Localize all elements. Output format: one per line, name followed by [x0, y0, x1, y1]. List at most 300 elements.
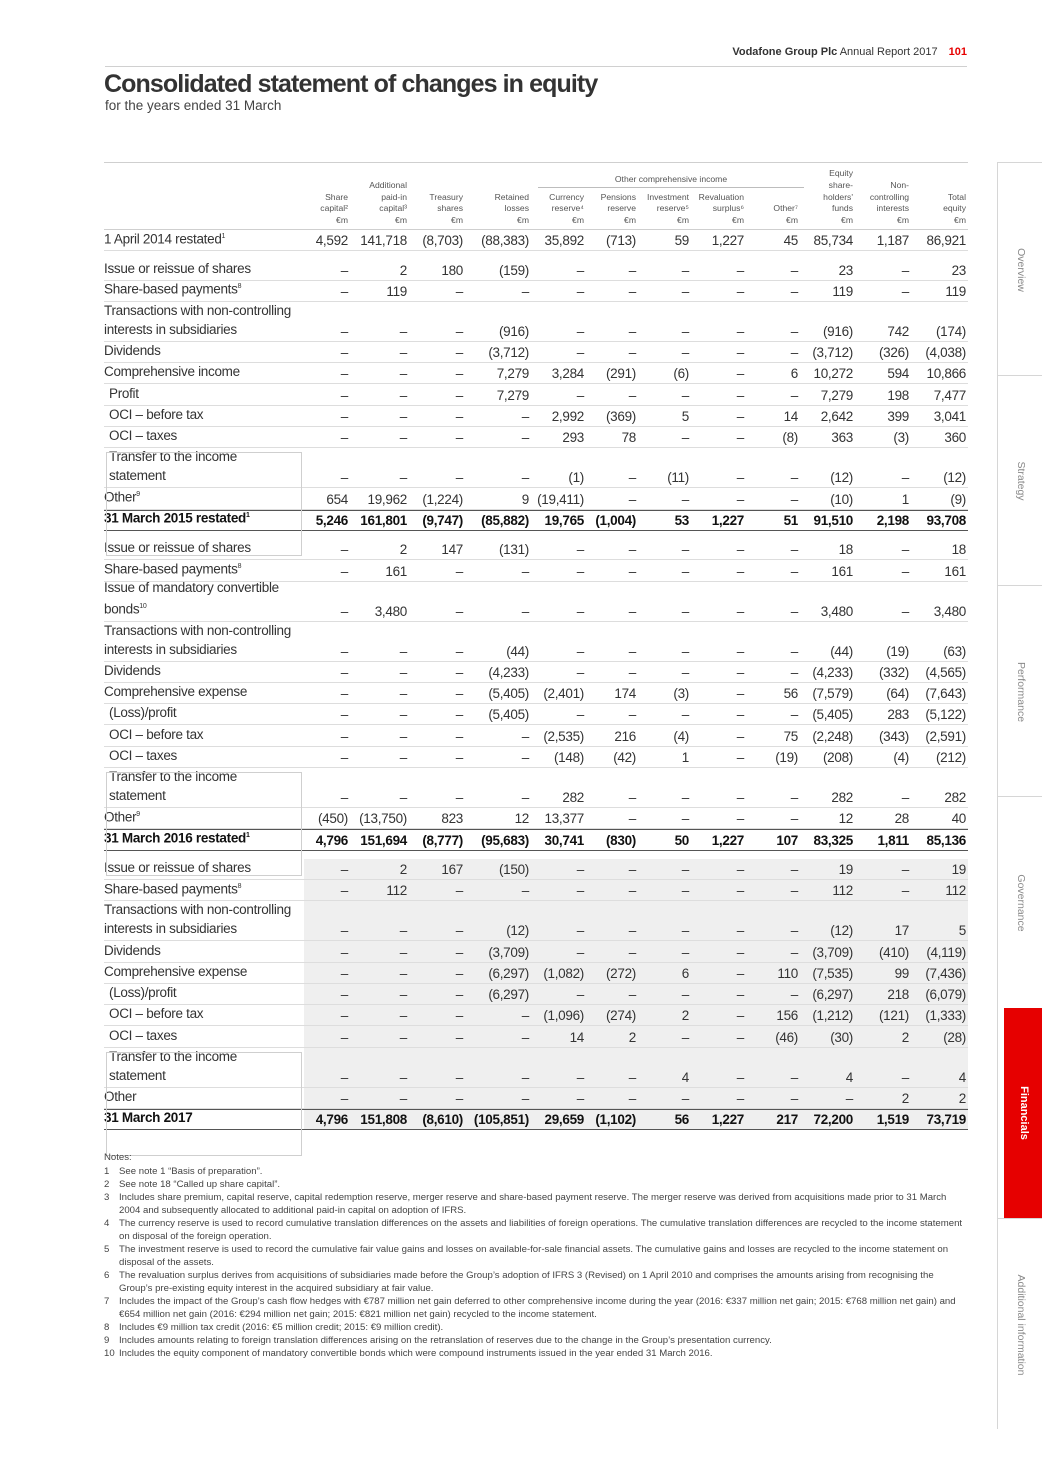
cell-value: (8,610) — [422, 1112, 463, 1128]
cell-value: – — [340, 542, 348, 558]
cell-value: – — [628, 1069, 636, 1085]
note-item — [104, 1347, 964, 1360]
row-label — [104, 941, 161, 960]
cell-value: – — [399, 1091, 407, 1107]
cell-value: – — [681, 944, 689, 960]
cell-value: – — [790, 664, 798, 680]
cell-value: 18 — [838, 542, 853, 558]
cell-value: – — [901, 603, 909, 619]
cell-value: – — [340, 387, 348, 403]
cell-value: – — [736, 965, 744, 981]
cell-value: – — [455, 944, 463, 960]
table-row — [104, 1005, 968, 1026]
cell-value: (3) — [893, 430, 909, 446]
cell-value: 399 — [887, 409, 909, 425]
cell-value: 73,719 — [926, 1112, 966, 1128]
table-header — [104, 162, 968, 230]
row-label-line: statement — [109, 1067, 166, 1083]
cell-value: 12 — [514, 811, 529, 827]
cell-value: (8,777) — [422, 832, 463, 848]
cell-value: – — [340, 728, 348, 744]
cell-value: – — [455, 707, 463, 723]
cell-value: – — [521, 1029, 529, 1045]
cell-value: – — [340, 707, 348, 723]
cell-value: – — [736, 1008, 744, 1024]
cell-value: – — [736, 409, 744, 425]
row-label — [109, 1047, 237, 1085]
cell-value: – — [576, 643, 584, 659]
cell-value: (88,383) — [481, 233, 529, 249]
cell-value: – — [628, 944, 636, 960]
cell-value: 161 — [944, 563, 966, 579]
cell-value: 119 — [832, 283, 853, 299]
cell-value: (7,436) — [925, 965, 966, 981]
cell-value: – — [790, 923, 798, 939]
cell-value: – — [576, 1091, 584, 1107]
cell-value: (28) — [943, 1029, 966, 1045]
column-header: Non- controlling interests €m — [869, 179, 909, 226]
cell-value: – — [901, 790, 909, 806]
cell-value: – — [790, 345, 798, 361]
row-label — [104, 578, 279, 619]
row-label — [109, 426, 177, 445]
row-label-line: Dividends — [104, 942, 161, 958]
cell-value: 2 — [399, 542, 407, 558]
cell-value: – — [340, 750, 348, 766]
cell-value: – — [736, 883, 744, 899]
cell-value: – — [736, 728, 744, 744]
cell-value: – — [576, 262, 584, 278]
row-label — [104, 877, 241, 899]
column-header: Pensions reserve €m — [600, 191, 636, 226]
cell-value: (44) — [830, 643, 853, 659]
cell-value: – — [736, 262, 744, 278]
row-label-line: Share-based payments — [104, 281, 238, 297]
page-number: 101 — [948, 46, 967, 58]
table-row — [104, 342, 968, 363]
table-row — [104, 622, 968, 662]
cell-value: (916) — [498, 323, 529, 339]
cell-value: 2,198 — [876, 512, 909, 528]
note-number: 6 — [104, 1270, 110, 1281]
note-text: The revaluation surplus derives from acquisitions of subsidiaries made before the Group’s adoption of IFRS 3 (Revised) on 1 April 2010 and comprises the amounts arising from recognising the Group’s pre-existing equity interest in the acquired subsidiary at fair value. — [119, 1270, 934, 1294]
cell-value: – — [399, 387, 407, 403]
cell-value: (4,119) — [926, 944, 966, 960]
cell-value: 5,246 — [315, 512, 348, 528]
cell-value: – — [681, 323, 689, 339]
table-row — [104, 281, 968, 302]
cell-value: (64) — [886, 686, 909, 702]
row-label — [109, 983, 176, 1002]
column-header: Total equity €m — [943, 191, 966, 226]
cell-value: – — [576, 861, 584, 877]
table-row — [104, 230, 968, 251]
tab-additional-information[interactable] — [998, 1218, 1042, 1430]
cell-value: – — [628, 491, 636, 507]
cell-value: – — [790, 491, 798, 507]
cell-value: – — [340, 664, 348, 680]
cell-value: (3,709) — [488, 944, 529, 960]
cell-value: 151,694 — [360, 832, 407, 848]
cell-value: 293 — [562, 430, 584, 446]
table-row — [104, 704, 968, 725]
cell-value: – — [790, 811, 798, 827]
cell-value: (12) — [943, 470, 966, 486]
row-label — [109, 447, 237, 485]
cell-value: (4,565) — [925, 664, 966, 680]
cell-value: 50 — [674, 832, 689, 848]
tab-overview[interactable] — [998, 162, 1042, 376]
cell-value: – — [628, 987, 636, 1003]
cell-value: (450) — [317, 811, 348, 827]
row-label — [104, 1087, 136, 1106]
cell-value: – — [681, 262, 689, 278]
cell-value: – — [521, 603, 529, 619]
row-label — [104, 805, 140, 827]
cell-value: – — [576, 345, 584, 361]
cell-value: – — [399, 1029, 407, 1045]
note-text: Includes share premium, capital reserve, capital redemption reserve, merger reserve and share-based payment reserve. The merger reserve was derived from acquisitions made prior to 31 March 2004 and subsequently allocated to additional paid-in capital on adoption of IFRS. — [119, 1192, 947, 1216]
cell-value: (8) — [782, 430, 798, 446]
cell-value: (5,405) — [488, 707, 529, 723]
cell-value: (291) — [605, 366, 636, 382]
note-number: 4 — [104, 1218, 110, 1229]
row-label — [104, 485, 140, 507]
row-label — [104, 858, 251, 877]
row-label — [104, 1108, 192, 1127]
cell-value: – — [736, 811, 744, 827]
row-label-line: statement — [109, 468, 166, 484]
cell-value: – — [399, 470, 407, 486]
cell-value: 75 — [783, 728, 798, 744]
cell-value: – — [455, 1029, 463, 1045]
row-label — [109, 746, 177, 765]
row-label-line: 31 March 2017 — [104, 1110, 193, 1126]
cell-value: – — [736, 491, 744, 507]
cell-value: 2 — [399, 861, 407, 877]
table-row — [104, 1026, 968, 1047]
cell-value: – — [455, 1069, 463, 1085]
cell-value: 85,734 — [813, 233, 853, 249]
cell-value: – — [628, 470, 636, 486]
cell-value: – — [628, 542, 636, 558]
note-number: 7 — [104, 1296, 110, 1307]
cell-value: 217 — [776, 1112, 798, 1128]
cell-value: – — [628, 790, 636, 806]
table-row — [104, 880, 968, 901]
cell-value: (3,712) — [812, 345, 853, 361]
cell-value: – — [455, 750, 463, 766]
cell-value: 2 — [901, 1091, 909, 1107]
company-name: Vodafone Group Plc — [732, 46, 838, 58]
cell-value: – — [340, 1069, 348, 1085]
cell-value: 14 — [783, 409, 798, 425]
cell-value: – — [399, 1008, 407, 1024]
cell-value: – — [340, 1029, 348, 1045]
row-label-line: Transfer to the income — [109, 1048, 237, 1064]
cell-value: (1) — [568, 470, 584, 486]
cell-value: – — [736, 283, 744, 299]
cell-value: 198 — [887, 387, 909, 403]
cell-value: (11) — [667, 470, 689, 486]
cell-value: – — [790, 790, 798, 806]
cell-value: – — [901, 563, 909, 579]
cell-value: (6,079) — [925, 987, 966, 1003]
cell-value: – — [628, 1091, 636, 1107]
cell-value: – — [399, 664, 407, 680]
cell-value: – — [628, 883, 636, 899]
cell-value: 216 — [614, 728, 636, 744]
cell-value: 112 — [945, 883, 966, 899]
cell-value: – — [399, 1069, 407, 1085]
cell-value: – — [576, 664, 584, 680]
cell-value: 30,741 — [544, 832, 584, 848]
row-label-line: Share-based payments — [104, 881, 238, 897]
tab-governance[interactable] — [998, 796, 1042, 1009]
footnote-ref: 9 — [136, 491, 140, 499]
cell-value: 6 — [790, 366, 798, 382]
cell-value: 283 — [887, 707, 909, 723]
cell-value: 29,659 — [544, 1112, 584, 1128]
row-label-line: Comprehensive income — [104, 364, 240, 380]
cell-value: 4 — [681, 1069, 689, 1085]
oci-group-header: Other comprehensive income — [538, 174, 804, 188]
cell-value: 112 — [832, 883, 853, 899]
cell-value: (1,333) — [925, 1008, 966, 1024]
cell-value: – — [628, 643, 636, 659]
table-body — [104, 230, 968, 1130]
cell-value: (19) — [775, 750, 798, 766]
cell-value: – — [790, 387, 798, 403]
row-label — [104, 661, 161, 680]
cell-value: 151,808 — [360, 1112, 407, 1128]
row-label-line: 31 March 2016 restated — [104, 830, 246, 846]
column-header: Additional paid-in capital³ €m — [369, 179, 407, 226]
cell-value: 161 — [831, 563, 853, 579]
row-label-line: Comprehensive expense — [104, 684, 248, 700]
notes-list — [104, 1165, 964, 1360]
cell-value: 1,227 — [711, 832, 744, 848]
cell-value: – — [681, 491, 689, 507]
note-text: The currency reserve is used to record cumulative translation differences on the assets and liabilities of foreign operations. The cumulative translation differences are recycled to the income statement on disposal of the foreign operation. — [119, 1218, 963, 1242]
cell-value: – — [681, 643, 689, 659]
cell-value: 147 — [441, 542, 463, 558]
row-label-line: interests in subsidiaries — [104, 641, 237, 657]
cell-value: (9,747) — [422, 512, 463, 528]
cell-value: – — [736, 686, 744, 702]
table-row — [104, 302, 968, 342]
cell-value: 1,811 — [877, 832, 909, 848]
row-label — [104, 227, 225, 249]
cell-value: – — [681, 664, 689, 680]
row-label-line: OCI – taxes — [109, 428, 177, 444]
tab-label: Performance — [1014, 661, 1027, 722]
cell-value: – — [736, 987, 744, 1003]
cell-value: (13,750) — [359, 811, 407, 827]
cell-value: 2,642 — [820, 409, 853, 425]
cell-value: (44) — [506, 643, 529, 659]
cell-value: – — [790, 1091, 798, 1107]
cell-value: – — [399, 965, 407, 981]
cell-value: 1,187 — [876, 233, 909, 249]
cell-value: – — [455, 323, 463, 339]
table-row — [104, 725, 968, 746]
cell-value: 51 — [783, 512, 798, 528]
cell-value: – — [681, 923, 689, 939]
section-nav — [997, 162, 1042, 1429]
row-label-line: bonds — [104, 601, 140, 617]
row-label — [109, 725, 203, 744]
footnote-ref: 1 — [246, 832, 250, 840]
cell-value: (12) — [506, 923, 529, 939]
cell-value: 12 — [838, 811, 853, 827]
row-label-line: interests in subsidiaries — [104, 921, 237, 937]
cell-value: – — [681, 542, 689, 558]
cell-value: 13,377 — [544, 811, 584, 827]
cell-value: 7,477 — [933, 387, 966, 403]
cell-value: (1,096) — [543, 1008, 584, 1024]
cell-value: – — [399, 686, 407, 702]
cell-value: 112 — [386, 883, 407, 899]
cell-value: 19 — [838, 861, 853, 877]
cell-value: 3,284 — [551, 366, 584, 382]
row-label — [104, 538, 251, 557]
cell-value: – — [736, 923, 744, 939]
table-row — [104, 582, 968, 622]
cell-value: 35,892 — [544, 233, 584, 249]
note-number: 2 — [104, 1179, 110, 1190]
cell-value: (7,579) — [812, 686, 853, 702]
cell-value: (9) — [950, 491, 966, 507]
note-text: See note 1 “Basis of preparation”. — [119, 1166, 263, 1177]
cell-value: – — [455, 965, 463, 981]
cell-value: (212) — [935, 750, 966, 766]
cell-value: – — [901, 861, 909, 877]
notes — [104, 1151, 964, 1360]
cell-value: (326) — [878, 345, 909, 361]
cell-value: 19,962 — [367, 491, 407, 507]
cell-value: – — [576, 283, 584, 299]
cell-value: 2,992 — [551, 409, 584, 425]
note-number: 5 — [104, 1244, 110, 1255]
cell-value: 45 — [783, 233, 798, 249]
row-label — [104, 301, 291, 339]
cell-value: – — [736, 643, 744, 659]
cell-value: 2 — [681, 1008, 689, 1024]
cell-value: – — [340, 923, 348, 939]
cell-value: – — [399, 923, 407, 939]
cell-value: – — [521, 430, 529, 446]
cell-value: – — [340, 1091, 348, 1107]
row-label-line: (Loss)/profit — [109, 985, 177, 1001]
cell-value: – — [901, 1069, 909, 1085]
tab-label: Overview — [1014, 247, 1027, 292]
cell-value: – — [736, 387, 744, 403]
row-label — [104, 557, 241, 579]
cell-value: – — [576, 1069, 584, 1085]
cell-value: – — [790, 883, 798, 899]
footnote-ref: 8 — [237, 283, 242, 291]
cell-value: – — [901, 283, 909, 299]
tab-financials[interactable] — [1004, 1008, 1042, 1218]
cell-value: 4,796 — [315, 832, 348, 848]
footnote-ref: 9 — [136, 810, 140, 818]
row-label-line: OCI – before tax — [109, 726, 204, 742]
cell-value: – — [736, 1029, 744, 1045]
notes-title: Notes: — [104, 1152, 132, 1163]
row-label — [109, 1026, 177, 1045]
cell-value: – — [455, 1091, 463, 1107]
cell-value: 107 — [776, 832, 798, 848]
cell-value: 119 — [386, 283, 407, 299]
cell-value: 7,279 — [820, 387, 853, 403]
row-label-line: Issue of mandatory convertible — [104, 580, 279, 596]
cell-value: – — [681, 563, 689, 579]
cell-value: – — [521, 750, 529, 766]
tab-strategy[interactable] — [998, 375, 1042, 586]
cell-value: – — [790, 944, 798, 960]
cell-value: – — [340, 430, 348, 446]
table-row — [104, 427, 968, 448]
cell-value: – — [399, 750, 407, 766]
cell-value: (274) — [605, 1008, 636, 1024]
cell-value: 110 — [777, 965, 798, 981]
cell-value: – — [399, 366, 407, 382]
note-item — [104, 1243, 964, 1269]
table-row — [104, 984, 968, 1005]
cell-value: – — [628, 323, 636, 339]
table-row — [104, 662, 968, 683]
column-header: Currency reserve⁴ €m — [549, 191, 584, 226]
cell-value: (5,405) — [812, 707, 853, 723]
cell-value: – — [736, 1069, 744, 1085]
row-label-line: OCI – taxes — [109, 748, 177, 764]
cell-value: (7,535) — [812, 965, 853, 981]
note-number: 3 — [104, 1192, 110, 1203]
cell-value: – — [521, 1008, 529, 1024]
cell-value: – — [340, 323, 348, 339]
row-label-line: Share-based payments — [104, 561, 238, 577]
tab-performance[interactable] — [998, 585, 1042, 797]
page-header — [105, 44, 967, 67]
tab-label: Governance — [1014, 874, 1027, 932]
cell-value: 4,592 — [315, 233, 348, 249]
row-label — [104, 621, 291, 659]
row-label-line: OCI – taxes — [109, 1027, 177, 1043]
cell-value: – — [521, 283, 529, 299]
table-row — [104, 448, 968, 488]
cell-value: 14 — [569, 1029, 584, 1045]
row-label-line: Transfer to the income — [109, 449, 237, 465]
cell-value: 91,510 — [813, 512, 853, 528]
report-name: Annual Report 2017 — [839, 46, 938, 58]
cell-value: 93,708 — [926, 512, 966, 528]
row-label-line: Dividends — [104, 343, 161, 359]
cell-value: – — [455, 283, 463, 299]
cell-value: 654 — [326, 491, 348, 507]
row-label — [104, 362, 240, 381]
row-label-line: Profit — [109, 385, 139, 401]
cell-value: – — [340, 283, 348, 299]
cell-value: – — [628, 923, 636, 939]
cell-value: – — [628, 262, 636, 278]
cell-value: – — [790, 323, 798, 339]
cell-value: (150) — [498, 861, 529, 877]
column-header: Investment reserve⁵ €m — [646, 191, 689, 226]
cell-value: – — [790, 987, 798, 1003]
cell-value: 53 — [674, 512, 689, 528]
cell-value: 85,136 — [926, 832, 966, 848]
